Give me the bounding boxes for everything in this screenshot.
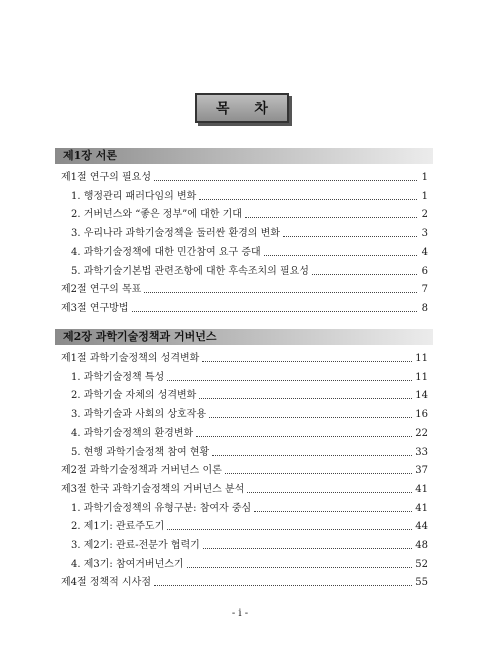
dot-leader: [254, 511, 412, 512]
toc-entry-label: 1. 과학기술정책 특성: [71, 371, 165, 383]
toc-section-entry[interactable]: [61, 302, 428, 315]
toc-subsection-entry[interactable]: [71, 502, 428, 515]
toc-page-number: 41: [415, 483, 428, 495]
dot-leader: [225, 473, 412, 474]
toc-page-number: 11: [415, 353, 428, 364]
toc-entry-label: 1. 과학기술정책의 유형구분: 참여자 중심: [71, 502, 252, 514]
toc-entry-label: 제1절 연구의 필요성: [61, 172, 151, 183]
toc-page-number: 52: [415, 558, 428, 570]
dot-leader: [312, 274, 417, 275]
dot-leader: [245, 217, 417, 218]
toc-entry-label: 3. 제2기: 관료-전문가 협력기: [71, 540, 200, 551]
chapter-heading: 제2장 과학기술정책과 거버넌스: [55, 329, 433, 345]
toc-entry-label: 2. 과학기술 자체의 성격변화: [71, 390, 197, 402]
toc-entry-label: 4. 과학기술정책의 환경변화: [71, 427, 194, 439]
toc-section-entry[interactable]: [61, 576, 428, 589]
toc-entry-label: 제4절 정책적 시사점: [61, 577, 151, 589]
toc-subsection-entry[interactable]: [71, 208, 428, 221]
toc-entry-label: 5. 현행 과학기술정책 참여 현황: [71, 446, 210, 458]
toc-section-entry[interactable]: [61, 283, 428, 296]
toc-subsection-entry[interactable]: [71, 389, 428, 402]
toc-page-number: 37: [415, 465, 428, 477]
toc-section-entry[interactable]: [61, 483, 428, 496]
dot-leader: [144, 292, 417, 293]
dot-leader: [154, 585, 412, 586]
toc-page-number: 7: [421, 284, 428, 296]
toc-entry-label: 4. 과학기술정책에 대한 민간참여 요구 증대: [71, 246, 261, 258]
toc-subsection-entry[interactable]: [71, 246, 428, 259]
toc-subsection-entry[interactable]: [71, 408, 428, 421]
toc-entry-label: 5. 과학기술기본법 관련조항에 대한 후속조치의 필요성: [71, 265, 309, 277]
toc-section-entry[interactable]: [61, 464, 428, 477]
toc-subsection-entry[interactable]: [71, 371, 428, 384]
toc-page-number: 16: [415, 409, 428, 421]
toc-entry-label: 제2절 과학기술정책과 거버넌스 이론: [61, 465, 222, 477]
dot-leader: [199, 199, 417, 200]
dot-leader: [247, 492, 412, 493]
dot-leader: [264, 255, 417, 256]
toc-page-number: 2: [421, 209, 428, 221]
toc-subsection-entry[interactable]: [71, 227, 428, 240]
page-number: - i -: [231, 608, 249, 619]
toc-page-number: 22: [415, 427, 428, 439]
toc-entry-label: 제1절 과학기술정책의 성격변화: [61, 353, 200, 364]
toc-entry-label: 3. 우리나라 과학기술정책을 둘러싼 환경의 변화: [71, 228, 280, 240]
toc-page-number: 11: [415, 371, 428, 383]
toc-subsection-entry[interactable]: [71, 190, 428, 203]
toc-subsection-entry[interactable]: [71, 446, 428, 459]
toc-subsection-entry[interactable]: [71, 539, 428, 552]
dot-leader: [199, 398, 412, 399]
toc-entry-label: 제3절 한국 과학기술정책의 거버넌스 분석: [61, 483, 245, 495]
toc-page-number: 1: [421, 172, 428, 183]
dot-leader: [203, 548, 412, 549]
dot-leader: [187, 567, 413, 568]
dot-leader: [167, 529, 412, 530]
dot-leader: [283, 236, 417, 237]
dot-leader: [212, 455, 412, 456]
toc-section-entry[interactable]: [61, 352, 428, 365]
toc-subsection-entry[interactable]: [71, 427, 428, 440]
toc-entry-label: 1. 행정관리 패러다임의 변화: [71, 190, 197, 202]
dot-leader: [202, 361, 412, 362]
toc-entry-label: 2. 거버넌스와 “좋은 정부”에 대한 기대: [71, 209, 242, 221]
chapter-heading: 제1장 서론: [55, 148, 433, 164]
toc-page-number: 48: [415, 540, 428, 551]
toc-page-number: 1: [421, 190, 428, 202]
toc-subsection-entry[interactable]: [71, 265, 428, 278]
toc-title: 목 차: [195, 93, 289, 123]
toc-page-number: 33: [415, 446, 428, 458]
toc-entry-label: 2. 제1기: 관료주도기: [71, 521, 165, 533]
toc-page-number: 3: [421, 228, 428, 240]
toc-page-number: 8: [421, 302, 428, 314]
dot-leader: [167, 380, 412, 381]
dot-leader: [154, 180, 417, 181]
toc-page-number: 44: [415, 521, 428, 533]
toc-entry-label: 3. 과학기술과 사회의 상호작용: [71, 409, 206, 421]
toc-subsection-entry[interactable]: [71, 558, 428, 571]
dot-leader: [196, 436, 412, 437]
toc-page-number: 41: [415, 502, 428, 514]
toc-page-number: 6: [421, 265, 428, 277]
toc-section-entry[interactable]: [61, 171, 428, 184]
toc-subsection-entry[interactable]: [71, 520, 428, 533]
dot-leader: [132, 311, 417, 312]
dot-leader: [209, 417, 412, 418]
toc-entry-label: 제3절 연구방법: [61, 302, 129, 314]
toc-page-number: 14: [415, 390, 428, 402]
toc-entry-label: 4. 제3기: 참여거버넌스기: [71, 558, 184, 570]
toc-page-number: 55: [415, 577, 428, 589]
toc-page-number: 4: [421, 246, 428, 258]
toc-entry-label: 제2절 연구의 목표: [61, 284, 142, 296]
